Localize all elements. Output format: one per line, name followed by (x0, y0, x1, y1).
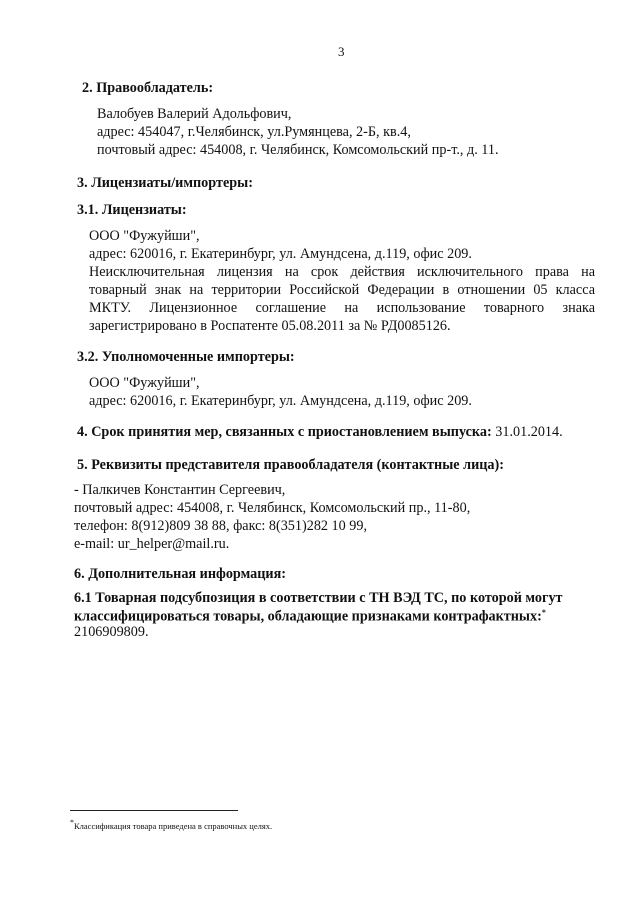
section-6-heading: 6. Дополнительная информация: (74, 566, 286, 582)
footnote-separator (70, 810, 238, 811)
footnote (70, 818, 272, 831)
rightholder-address: адрес: 454047, г.Челябинск, ул.Румянцева, 2-Б, кв.4, (97, 124, 411, 140)
rightholder-name: Валобуев Валерий Адольфович, (97, 106, 292, 122)
footnote-text: Классификация товара приведена в справочных целях. (74, 820, 273, 831)
license-registration: зарегистрировано в Роспатенте 05.08.2011 за № РД0085126. (89, 318, 451, 334)
licensee-address: адрес: 620016, г. Екатеринбург, ул. Амундсена, д.119, офис 209. (89, 246, 472, 262)
tariff-code: 2106909809. (74, 624, 149, 640)
section-3-1-heading: 3.1. Лицензиаты: (77, 202, 187, 218)
rightholder-postal-address: почтовый адрес: 454008, г. Челябинск, Комсомольский пр-т., д. 11. (97, 142, 499, 158)
license-text-line: МКТУ. Лицензионное соглашение на использование товарного знака (89, 300, 595, 316)
section-4-date: 31.01.2014. (495, 424, 563, 440)
section-3-2-heading: 3.2. Уполномоченные импортеры: (77, 349, 295, 365)
section-3-heading: 3. Лицензиаты/импортеры: (77, 175, 253, 191)
page-number: 3 (338, 44, 345, 59)
footnote-mark: * (70, 818, 74, 827)
contact-phone-fax: телефон: 8(912)809 38 88, факс: 8(351)282 10 99, (74, 518, 368, 534)
licensee-name: ООО "Фужуйши", (89, 228, 200, 244)
section-4 (77, 424, 563, 441)
footnote-reference: * (541, 608, 546, 617)
importer-name: ООО "Фужуйши", (89, 375, 200, 391)
license-text-line: товарный знак на территории Российской Федерации в отношении 05 класса (89, 282, 595, 298)
license-text-line: Неисключительная лицензия на срок действия исключительного права на (89, 264, 595, 280)
importer-address: адрес: 620016, г. Екатеринбург, ул. Амундсена, д.119, офис 209. (89, 393, 472, 409)
contact-email: e-mail: ur_helper@mail.ru. (74, 536, 230, 552)
section-6-1-line: 6.1 Товарная подсубпозиция в соответствии с ТН ВЭД ТС, по которой могут (74, 590, 563, 606)
contact-name: - Палкичев Константин Сергеевич, (74, 482, 286, 498)
contact-postal-address: почтовый адрес: 454008, г. Челябинск, Комсомольский пр., 11-80, (74, 500, 471, 516)
section-2-heading: 2. Правообладатель: (82, 80, 214, 96)
section-6-1-text: классифицироваться товары, обладающие признаками контрафактных: (74, 608, 542, 625)
section-4-label: 4. Срок принятия мер, связанных с приостановлением выпуска: (77, 424, 492, 440)
section-5-heading: 5. Реквизиты представителя правообладателя (контактные лица): (77, 457, 504, 473)
